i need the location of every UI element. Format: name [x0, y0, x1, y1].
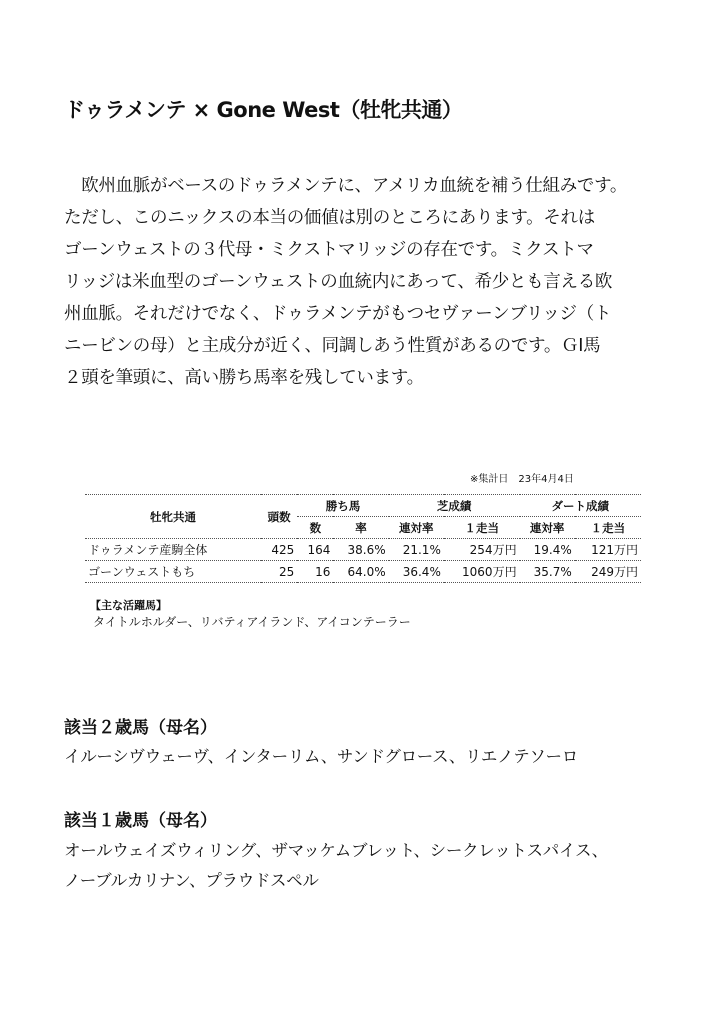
header-heads: 頭数 — [261, 495, 297, 539]
header-dirt-rate: 連対率 — [529, 520, 565, 535]
cell: 1060万円 — [462, 565, 517, 579]
cell: 38.6% — [347, 542, 386, 557]
cell: 64.0% — [347, 564, 386, 579]
one-year-heading: 該当１歳馬（母名） — [64, 811, 217, 831]
paragraph-line: 州血脈。それだけでなく、ドゥラメンテがもつセヴァーンブリッジ（ト — [64, 304, 612, 324]
table-row — [85, 561, 641, 583]
cell: 36.4% — [402, 564, 441, 579]
cell: 25 — [279, 564, 295, 579]
cell: 19.4% — [533, 542, 572, 557]
paragraph-line: ただし、このニックスの本当の価値は別のところにあります。それは — [64, 208, 595, 228]
page-title: ドゥラメンテ × Gone West（牡牝共通） — [64, 98, 463, 122]
paragraph-line: ２頭を筆頭に、高い勝ち馬率を残しています。 — [64, 368, 424, 388]
cell: 254万円 — [469, 543, 517, 557]
header-count: 数 — [309, 520, 322, 535]
header-turf-rate: 連対率 — [398, 520, 434, 535]
row-label: ゴーンウェストもち — [88, 565, 196, 579]
highlights-label: 【主な活躍馬】 — [90, 599, 167, 612]
cell: 21.1% — [402, 542, 441, 557]
paragraph-line: ニービンの母）と主成分が近く、同調しあう性質があるのです。ＧⅠ馬 — [64, 336, 601, 356]
header-group: 牡牝共通 — [85, 495, 261, 539]
cell: 425 — [271, 542, 295, 557]
header-turf: 芝成績 — [389, 495, 520, 517]
one-year-line: ノーブルカリナン、プラウドスペル — [64, 871, 319, 890]
header-wins: 勝ち馬 — [297, 495, 388, 517]
row-label: ドゥラメンテ産駒全体 — [88, 543, 208, 557]
table-row — [85, 539, 641, 561]
cell: 249万円 — [591, 565, 638, 579]
cell: 164 — [307, 542, 331, 557]
header-dirt-per: １走当 — [590, 520, 626, 535]
body-paragraph — [64, 170, 627, 394]
two-year-text: イルーシヴウェーヴ、インターリム、サンドグロース、リエノテソーロ — [64, 747, 578, 766]
highlights-value: タイトルホルダー、リバティアイランド、アイコンテーラー — [93, 615, 411, 629]
paragraph-line: ゴーンウェストの３代母・ミクストマリッジの存在です。ミクストマ — [64, 240, 594, 260]
cell: 121万円 — [591, 543, 638, 557]
stats-table — [85, 494, 641, 583]
cell: 35.7% — [533, 564, 572, 579]
paragraph-line: 欧州血脈がベースのドゥラメンテに、アメリカ血統を補う仕組みです。 — [64, 176, 628, 196]
paragraph-line: リッジは米血型のゴーンウェストの血統内にあって、希少とも言える欧 — [64, 272, 613, 292]
cell: 16 — [315, 564, 331, 579]
header-rate: 率 — [355, 520, 367, 535]
header-dirt: ダート成績 — [520, 495, 641, 517]
two-year-heading: 該当２歳馬（母名） — [64, 718, 217, 738]
header-turf-per: １走当 — [464, 520, 499, 535]
table-note: ※集計日 23年4月4日 — [470, 474, 574, 485]
one-year-line: オールウェイズウィリング、ザマッケムブレット、シークレットスパイス、 — [64, 841, 608, 860]
